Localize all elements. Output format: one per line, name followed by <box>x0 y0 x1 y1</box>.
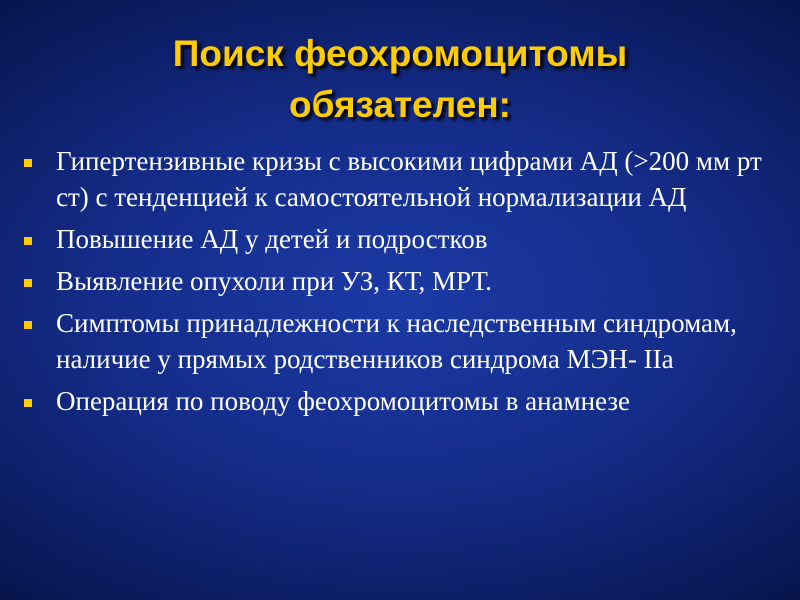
square-bullet-icon <box>24 159 32 167</box>
bullet-item-hypertensive-crises <box>22 143 782 215</box>
slide-title: Поиск феохромоцитомы обязателен: <box>172 33 628 125</box>
bullet-item-children-hypertension <box>22 221 782 257</box>
bullet-list <box>22 143 782 425</box>
square-bullet-icon <box>24 399 32 407</box>
bullet-text: Выявление опухоли при УЗ, КТ, МРТ. <box>56 266 492 296</box>
bullet-item-surgery-history <box>22 383 782 419</box>
square-bullet-icon <box>24 321 32 329</box>
bullet-text: Операция по поводу феохромоцитомы в анамнезе <box>56 386 631 416</box>
bullet-text: Симптомы принадлежности к наследственным синдромам, наличие у прямых родственников синдрома МЭН- IIа <box>56 308 737 374</box>
bullet-item-hereditary-syndromes <box>22 305 782 377</box>
bullet-text: Гипертензивные кризы с высокими цифрами АД (>200 мм рт ст) с тенденцией к самостоятельной нормализации АД <box>56 146 762 212</box>
bullet-text: Повышение АД у детей и подростков <box>56 224 488 254</box>
square-bullet-icon <box>24 237 32 245</box>
bullet-item-tumor-detection <box>22 263 782 299</box>
square-bullet-icon <box>24 279 32 287</box>
